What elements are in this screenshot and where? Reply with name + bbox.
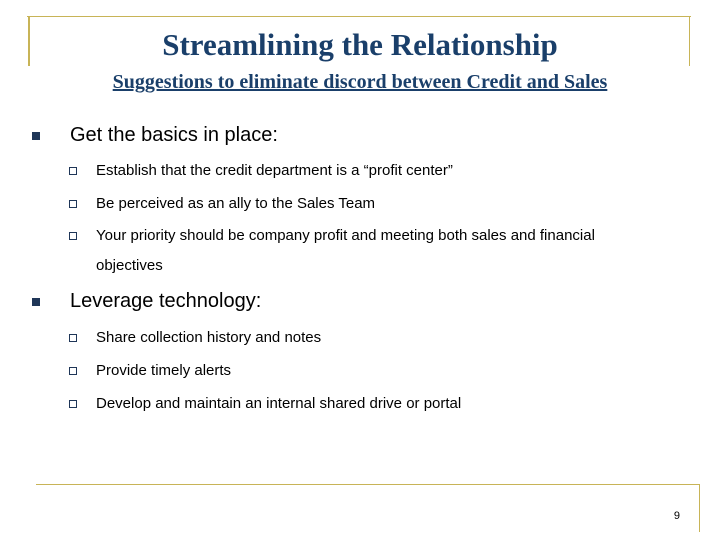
list-item: Establish that the credit department is a “profit center” (96, 162, 453, 179)
level2-bullet-icon (69, 232, 77, 240)
slide-subtitle: Suggestions to eliminate discord between Credit and Sales (112, 71, 608, 93)
list-item-continuation: objectives (96, 257, 163, 274)
list-item: Share collection history and notes (96, 329, 322, 346)
list-item: Your priority should be company profit and meeting both sales and financial (96, 227, 595, 244)
slide-title: Streamlining the Relationship (162, 27, 558, 62)
level2-bullet-icon (69, 400, 77, 408)
section-heading-basics: Get the basics in place: (70, 124, 278, 146)
level2-bullet-icon (69, 334, 77, 342)
list-item: Provide timely alerts (96, 362, 232, 379)
list-item: Be perceived as an ally to the Sales Team (96, 195, 376, 212)
level1-bullet-icon (32, 132, 40, 140)
top-border-line (27, 16, 691, 17)
level1-bullet-icon (32, 298, 40, 306)
bottom-border-line (36, 484, 700, 485)
page-number: 9 (673, 510, 680, 522)
level2-bullet-icon (69, 167, 77, 175)
level2-bullet-icon (69, 200, 77, 208)
bottom-right-border-line (699, 484, 700, 532)
level2-bullet-icon (69, 367, 77, 375)
list-item: Develop and maintain an internal shared drive or portal (96, 395, 462, 412)
section-heading-technology: Leverage technology: (70, 290, 262, 312)
